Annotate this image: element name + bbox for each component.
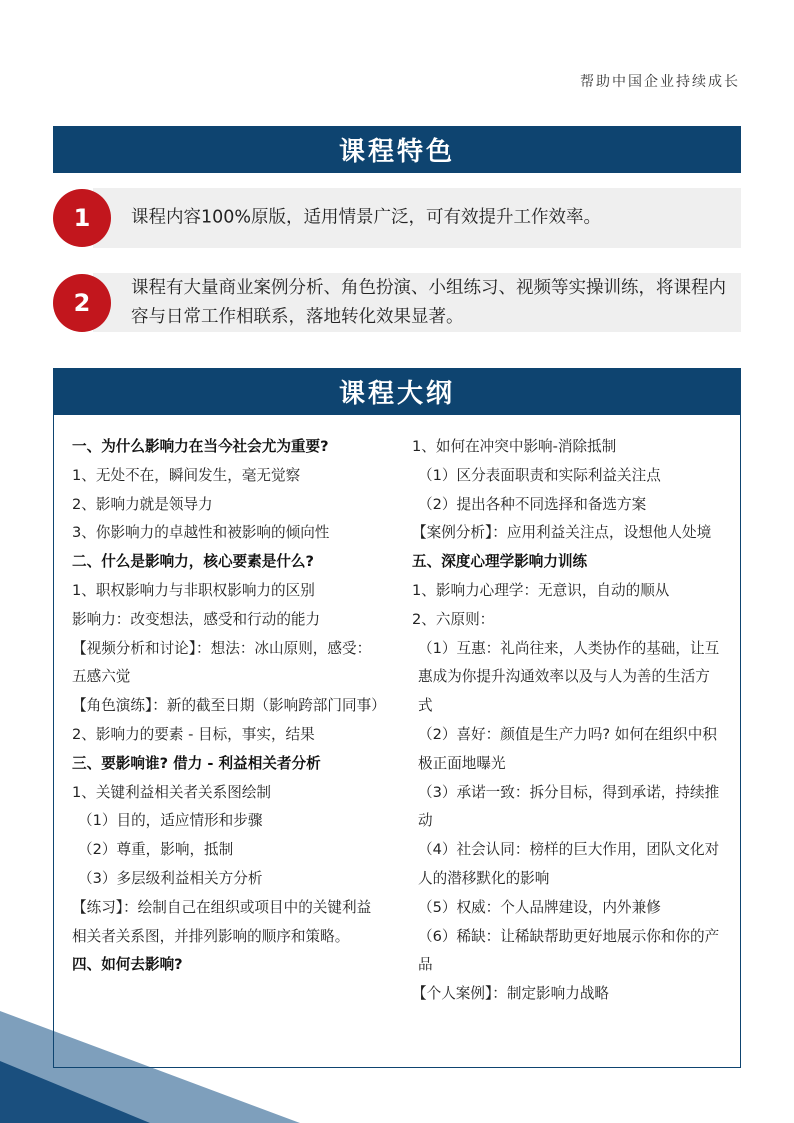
outline-line: 1、职权影响力与非职权影响力的区别	[72, 581, 315, 599]
outline-line: 【个人案例】：制定影响力战略	[412, 985, 610, 1003]
outline-line: （1）区分表面职责和实际利益关注点	[418, 466, 661, 484]
outline-line: 2、影响力就是领导力	[72, 495, 213, 513]
feature-text: 课程有大量商业案例分析、角色扮演、小组练习、视频等实操训练，将课程内容与日常工作相联系，落地转化效果显著。	[131, 277, 726, 327]
feature-number-badge: 1	[53, 189, 111, 247]
outline-heading: 四、如何去影响?	[72, 956, 183, 974]
outline-line: 1、无处不在，瞬间发生，毫无觉察	[72, 466, 301, 484]
outline-line: （3）多层级利益相关方分析	[78, 869, 263, 887]
outline-line: 1、如何在冲突中影响-消除抵制	[412, 438, 617, 455]
outline-line: （5）权威：个人品牌建设，内外兼修	[418, 898, 661, 916]
feature-item-2	[53, 273, 741, 332]
outline-heading: 三、要影响谁? 借力 - 利益相关者分析	[72, 754, 321, 772]
tagline: 帮助中国企业持续成长	[580, 74, 740, 90]
outline-line: （2）喜好：颜值是生产力吗? 如何在组织中积极正面地曝光	[418, 725, 717, 772]
features-title-bar	[53, 126, 741, 173]
features-title: 课程特色	[338, 137, 455, 167]
outline-line: 1、影响力心理学：无意识，自动的顺从	[412, 581, 670, 599]
outline-heading: 一、为什么影响力在当今社会尤为重要?	[72, 438, 329, 455]
outline-line: 【视频分析和讨论】：想法：冰山原则，感受：五感六觉	[72, 639, 372, 686]
outline-right-column	[412, 433, 724, 1009]
outline-heading: 二、什么是影响力，核心要素是什么?	[72, 553, 314, 571]
outline-line: （4）社会认同：榜样的巨大作用，团队文化对人的潜移默化的影响	[418, 841, 720, 887]
feature-number-badge: 2	[53, 274, 111, 332]
outline-line: 1、关键利益相关者关系图绘制	[72, 783, 272, 801]
outline-line: 【练习】：绘制自己在组织或项目中的关键利益相关者关系图，并排列影响的顺序和策略。	[72, 898, 372, 945]
outline-line: 2、六原则：	[412, 610, 495, 628]
outline-line: 3、你影响力的卓越性和被影响的倾向性	[72, 524, 330, 542]
outline-title: 课程大纲	[338, 379, 455, 409]
outline-line: （2）尊重，影响，抵制	[78, 841, 234, 859]
outline-title-bar	[53, 368, 741, 415]
outline-heading: 五、深度心理学影响力训练	[412, 553, 588, 571]
outline-line: 【角色演练】：新的截至日期（影响跨部门同事）	[72, 697, 386, 715]
feature-text: 课程内容100%原版，适用情景广泛，可有效提升工作效率。	[131, 207, 602, 228]
outline-line: （1）互惠：礼尚往来，人类协作的基础，让互惠成为你提升沟通效率以及与人为善的生活方式	[418, 639, 720, 715]
outline-line: （2）提出各种不同选择和备选方案	[418, 495, 647, 513]
outline-line: （3）承诺一致：拆分目标，得到承诺，持续推动	[418, 783, 720, 830]
outline-line: 【案例分析】：应用利益关注点，设想他人处境	[412, 524, 712, 542]
outline-line: （1）目的，适应情形和步骤	[78, 812, 263, 830]
outline-line: （6）稀缺：让稀缺帮助更好地展示你和你的产品	[418, 927, 720, 974]
feature-item-1	[53, 188, 741, 248]
outline-left-column	[72, 433, 384, 980]
outline-line: 2、影响力的要素 - 目标，事实，结果	[72, 725, 315, 743]
outline-line: 影响力：改变想法，感受和行动的能力	[72, 610, 321, 628]
